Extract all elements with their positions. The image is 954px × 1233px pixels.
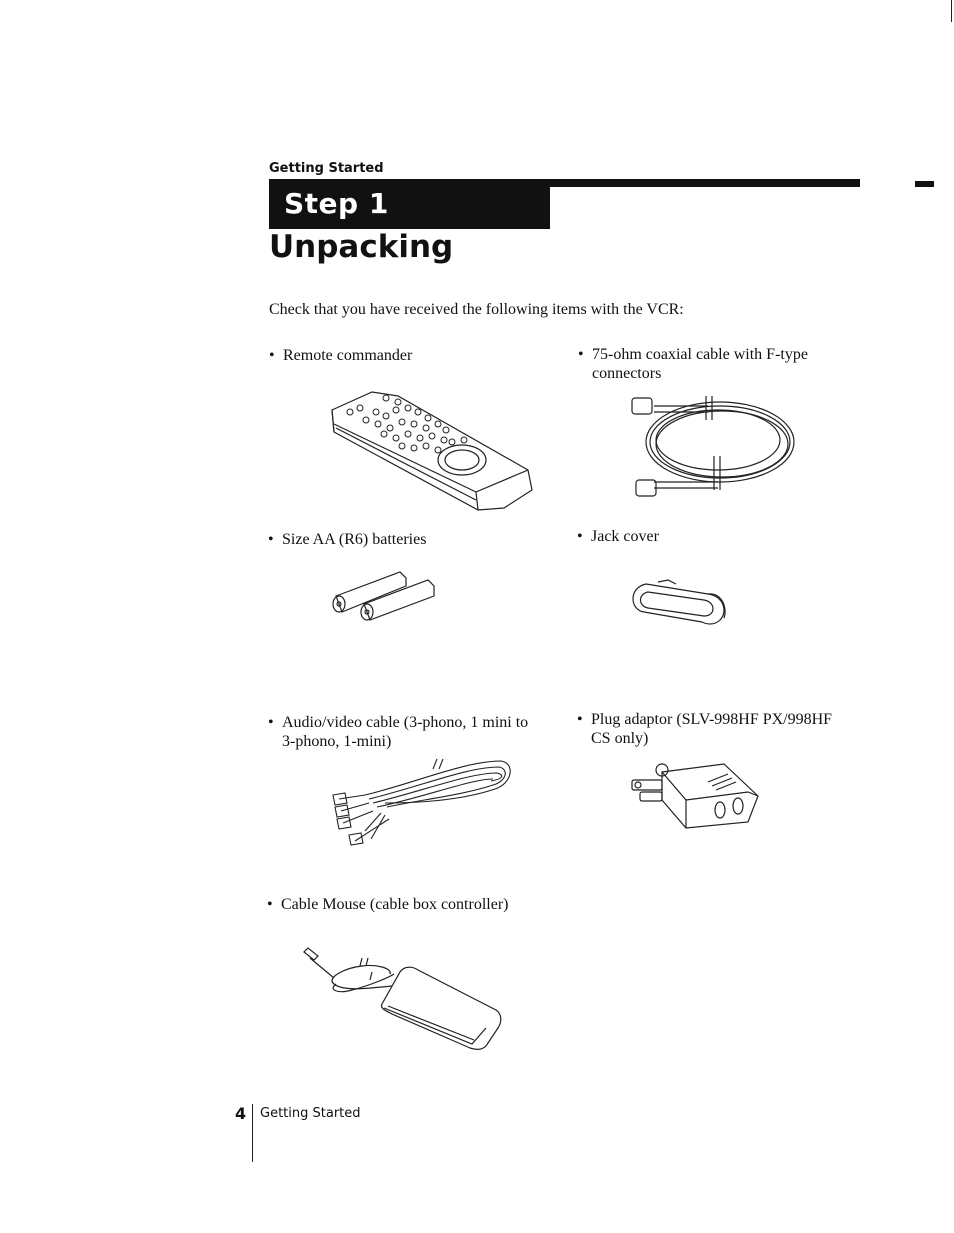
footer-divider <box>252 1104 253 1162</box>
plug-adaptor-illustration <box>628 760 764 830</box>
section-label: Getting Started <box>269 161 384 176</box>
item-label-continued: connectors <box>592 365 662 382</box>
bullet: • <box>268 714 274 731</box>
bullet: • <box>268 531 274 548</box>
page-title: Unpacking <box>269 229 454 265</box>
item-label: Jack cover <box>591 528 659 545</box>
item-label: 75-ohm coaxial cable with F-type <box>592 346 808 363</box>
page-edge-mark <box>951 0 952 22</box>
step-label: Step 1 <box>284 187 389 220</box>
item-label-continued: CS only) <box>591 730 649 747</box>
item-label: Size AA (R6) batteries <box>282 531 427 548</box>
intro-text: Check that you have received the following items with the VCR: <box>269 301 684 318</box>
footer-section-label: Getting Started <box>260 1106 361 1121</box>
bullet: • <box>577 528 583 545</box>
av-cable-illustration <box>325 755 515 850</box>
list-item <box>578 345 808 383</box>
item-label: Remote commander <box>283 347 413 364</box>
batteries-illustration <box>330 568 440 623</box>
coaxial-cable-illustration <box>628 390 798 500</box>
bullet: • <box>577 711 583 728</box>
page-number: 4 <box>235 1104 247 1123</box>
list-item <box>269 346 412 365</box>
list-item <box>577 710 832 748</box>
item-label: Plug adaptor (SLV-998HF PX/998HF <box>591 711 833 728</box>
cable-mouse-illustration <box>300 944 505 1050</box>
bullet: • <box>578 346 584 363</box>
list-item <box>268 713 528 751</box>
jack-cover-illustration <box>628 578 730 630</box>
list-item <box>268 530 426 549</box>
list-item <box>577 527 659 546</box>
item-label-continued: 3-phono, 1-mini) <box>282 733 392 750</box>
list-item <box>267 895 508 914</box>
bullet: • <box>267 896 273 913</box>
item-label: Cable Mouse (cable box controller) <box>281 896 509 913</box>
item-label: Audio/video cable (3-phono, 1 mini to <box>282 714 529 731</box>
bullet: • <box>269 347 275 364</box>
section-tab-mark <box>915 181 934 187</box>
remote-commander-illustration <box>328 388 538 516</box>
